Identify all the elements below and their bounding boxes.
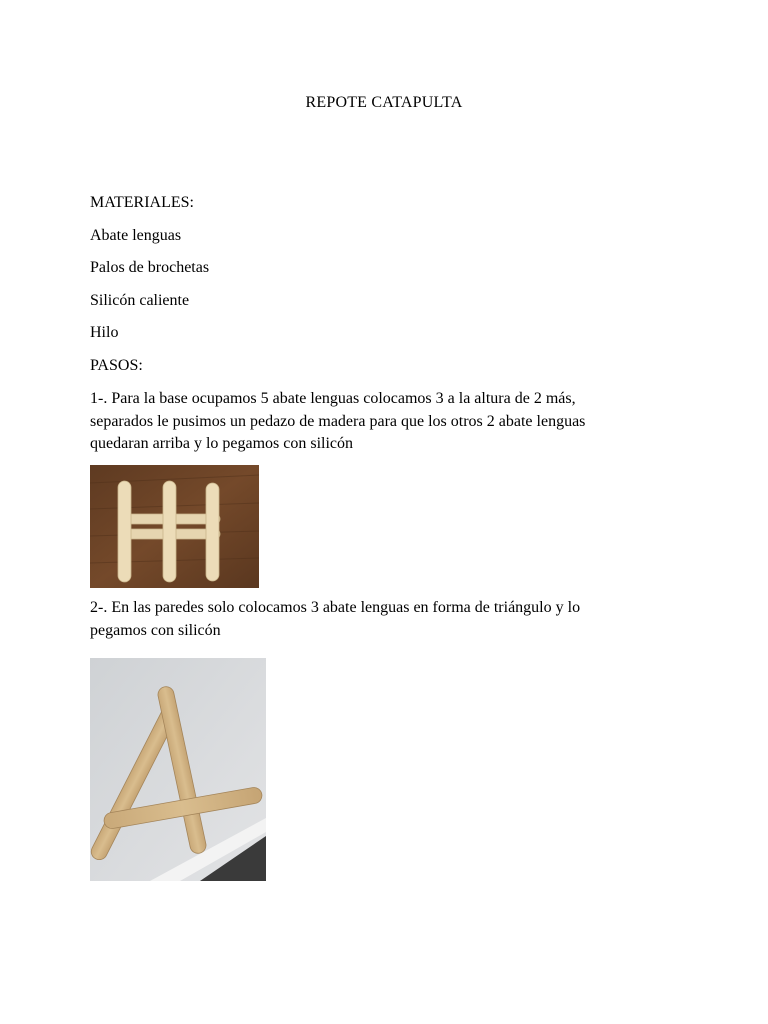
step-1-line: 1-. Para la base ocupamos 5 abate lenguas colocamos 3 a la altura de 2 más, [90, 390, 576, 407]
material-item: Palos de brochetas [90, 259, 210, 276]
materials-heading: MATERIALES: [90, 194, 194, 211]
document-title: REPOTE CATAPULTA [305, 94, 463, 111]
step-1-line: separados le pusimos un pedazo de madera para que los otros 2 abate lenguas [90, 412, 586, 430]
steps-heading: PASOS: [90, 357, 143, 374]
step-2-line: pegamos con silicón [90, 621, 221, 639]
base-sticks-photo [90, 465, 259, 588]
material-item: Silicón caliente [90, 292, 190, 309]
step-2-line: 2-. En las paredes solo colocamos 3 abate lenguas en forma de triángulo y lo [90, 599, 581, 616]
step-2-text [90, 597, 650, 642]
photo-popsicle-triangle-icon [90, 658, 266, 881]
photo-popsicle-base-icon [90, 465, 259, 588]
step-1-text [90, 388, 650, 456]
material-item: Hilo [90, 324, 119, 341]
material-item: Abate lenguas [90, 227, 182, 244]
triangle-sticks-photo [90, 658, 266, 881]
step-1-line: quedaran arriba y lo pegamos con silicón [90, 435, 354, 452]
